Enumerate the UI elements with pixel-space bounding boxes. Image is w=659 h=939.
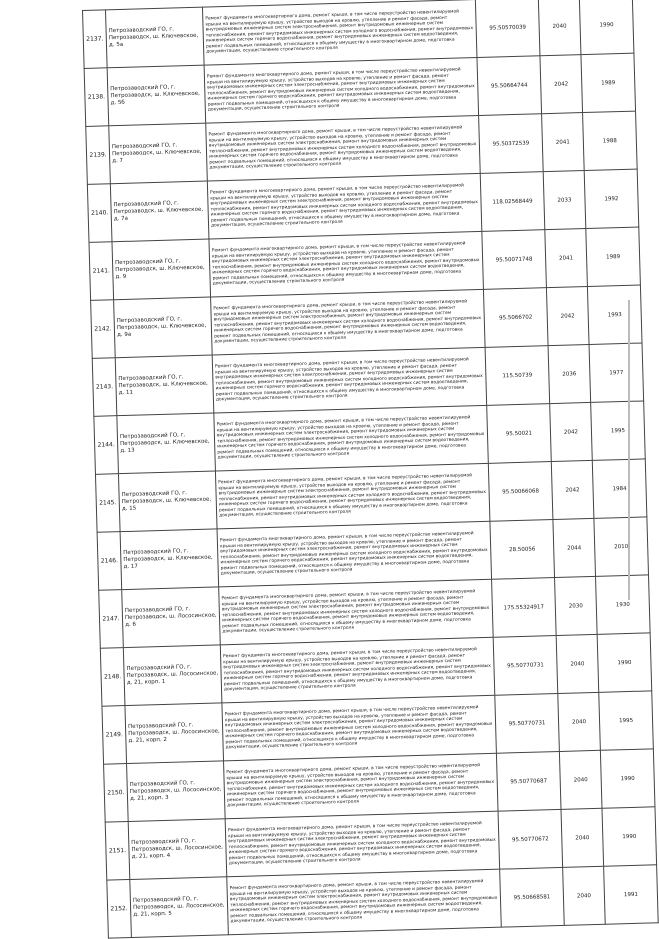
planned-year-cell: 2030 [555,576,598,635]
row-number: 2144. [94,416,119,475]
cost-cell: 95.50071748 [482,230,547,290]
works-description-cell: Ремонт фундамента многоквартирного дома, ремонт крыши, в том числе переустройство невентилируемой крыши на вентилируемую крышу, устройство выходов на кровлю, утепление и ремонт фасада, ремонт внутридомовых инженерных систем электроснабжения, ремонт внутридомовых инженерных систем теплоснабжения, ремонт внутридомовых инженерных систем холодного водоснабжения, ремонт внутридомовых инженерных систем горячего водоснабжения, ремонт внутридомовых инженерных систем водоотведения, ремонт подвальных помещений, относящихся к общему имуществу в многоквартирном доме, подготовка документации, осуществление строительного контроля [217,521,492,587]
planned-year-cell: 2033 [543,171,586,230]
build-year-cell: 1992 [584,169,639,228]
planned-year-cell: 2044 [553,518,596,577]
build-year-cell: 2010 [594,517,649,576]
row-number: 2140. [87,184,112,243]
planned-year-cell: 2040 [563,866,606,925]
build-year-cell: 1990 [579,0,634,55]
planned-year-cell: 2042 [550,402,593,461]
works-description-cell: Ремонт фундамента многоквартирного дома, ремонт крыши, в том числе переустройство невентилируемой крыши на вентилируемую крышу, устройство выходов на кровлю, утепление и ремонт фасада, ремонт внутридомовых инженерных систем электроснабжения, ремонт внутридомовых инженерных систем теплоснабжения, ремонт внутридомовых инженерных систем холодного водоснабжения, ремонт внутридомовых инженерных систем горячего водоснабжения, ремонт внутридомовых инженерных систем водоотведения, ремонт подвальных помещений, относящихся к общему имуществу в многоквартирном доме, подготовка документации, осуществление строительного контроля [209,231,484,297]
address-cell: Петрозаводский ГО, г. Петрозаводск, ш. Лососинское, д. 21, корп. 5 [130,877,229,938]
address-cell: Петрозаводский ГО, г. Петрозаводск, ш. Ключевское, д. 11 [115,355,214,416]
cost-cell: 175.55324917 [492,578,557,638]
address-cell: Петрозаводский ГО, г. Петрозаводск, ш. Ключевское, д. 7 [109,123,208,184]
build-year-cell: 1977 [589,343,644,402]
build-year-cell: 1991 [604,865,659,924]
row-number: 2151. [105,822,130,881]
works-description-cell: Ремонт фундамента многоквартирного дома, ремонт крыши, в том числе переустройство невентилируемой крыши на вентилируемую крышу, устройство выходов на кровлю, утепление и ремонт фасада, ремонт внутридомовых инженерных систем электроснабжения, ремонт внутридомовых инженерных систем теплоснабжения, ремонт внутридомовых инженерных систем холодного водоснабжения, ремонт внутридомовых инженерных систем горячего водоснабжения, ремонт внутридомовых инженерных систем водоотведения, ремонт подвальных помещений, относящихся к общему имуществу в многоквартирном доме, подготовка документации, осуществление строительного контроля [214,405,489,471]
works-description-cell: Ремонт фундамента многоквартирного дома, ремонт крыши, в том числе переустройство невентилируемой крыши на вентилируемую крышу, устройство выходов на кровлю, утепление и ремонт фасада, ремонт внутридомовых инженерных систем электроснабжения, ремонт внутридомовых инженерных систем теплоснабжения, ремонт внутридомовых инженерных систем холодного водоснабжения, ремонт внутридомовых инженерных систем горячего водоснабжения, ремонт внутридомовых инженерных систем водоотведения, ремонт подвальных помещений, относящихся к общему имуществу в многоквартирном доме, подготовка документации, осуществление строительного контроля [206,115,481,181]
works-description-cell: Ремонт фундамента многоквартирного дома, ремонт крыши, в том числе переустройство невентилируемой крыши на вентилируемую крышу, устройство выходов на кровлю, утепление и ремонт фасада, ремонт внутридомовых инженерных систем электроснабжения, ремонт внутридомовых инженерных систем теплоснабжения, ремонт внутридомовых инженерных систем холодного водоснабжения, ремонт внутридомовых инженерных систем горячего водоснабжения, ремонт внутридомовых инженерных систем водоотведения, ремонт подвальных помещений, относящихся к общему имуществу в многоквартирном доме, подготовка документации, осуществление строительного контроля [211,289,486,355]
build-year-cell: 1989 [581,53,636,112]
build-year-cell: 1995 [591,401,646,460]
row-number: 2148. [100,648,125,707]
cost-cell: 95.50570039 [475,0,540,57]
table-body [83,0,659,938]
row-number: 2146. [97,532,122,591]
address-cell: Петрозаводский ГО, г. Петрозаводск, ш. Ключевское, д. 9 [112,239,211,300]
address-cell: Петрозаводский ГО, г. Петрозаводск, ш. Ключевское, д. 17 [120,529,219,590]
address-cell: Петрозаводский ГО, г. Петрозаводск, ш. Ключевское, д. 5б [107,65,206,126]
row-number: 2139. [86,126,111,185]
cost-cell: 95.50770672 [498,809,563,869]
address-cell: Петрозаводский ГО, г. Петрозаводск, ш. Лососинское, д. 21, корп. 4 [128,819,227,880]
build-year-cell: 1993 [587,285,642,344]
planned-year-cell: 2040 [561,808,604,867]
cost-cell: 95.50770687 [496,751,561,811]
cost-cell: 95.5066702 [483,288,548,348]
cost-cell: 95.50664744 [477,56,542,116]
row-number: 2147. [99,590,124,649]
planned-year-cell: 2040 [538,0,581,56]
build-year-cell: 1930 [596,575,651,634]
planned-year-cell: 2040 [559,750,602,809]
works-description-cell: Ремонт фундамента многоквартирного дома, ремонт крыши, в том числе переустройство невентилируемой крыши на вентилируемую крышу, устройство выходов на кровлю, утепление и ремонт фасада, ремонт внутридомовых инженерных систем электроснабжения, ремонт внутридомовых инженерных систем теплоснабжения, ремонт внутридомовых инженерных систем холодного водоснабжения, ремонт внутридомовых инженерных систем горячего водоснабжения, ремонт внутридомовых инженерных систем водоотведения, ремонт подвальных помещений, относящихся к общему имуществу в многоквартирном доме, подготовка документации, осуществление строительного контроля [219,579,494,645]
works-description-cell: Ремонт фундамента многоквартирного дома, ремонт крыши, в том числе переустройство невентилируемой крыши на вентилируемую крышу, устройство выходов на кровлю, утепление и ремонт фасада, ремонт внутридомовых инженерных систем электроснабжения, ремонт внутридомовых инженерных систем теплоснабжения, ремонт внутридомовых инженерных систем холодного водоснабжения, ремонт внутридомовых инженерных систем горячего водоснабжения, ремонт внутридомовых инженерных систем водоотведения, ремонт подвальных помещений, относящихся к общему имуществу в многоквартирном доме, подготовка документации, осуществление строительного контроля [225,811,500,877]
cost-cell: 115.50739 [485,346,550,406]
row-number: 2137. [83,10,108,69]
works-description-cell: Ремонт фундамента многоквартирного дома, ремонт крыши, в том числе переустройство невентилируемой крыши на вентилируемую крышу, устройство выходов на кровлю, утепление и ремонт фасада, ремонт внутридомовых инженерных систем электроснабжения, ремонт внутридомовых инженерных систем теплоснабжения, ремонт внутридомовых инженерных систем холодного водоснабжения, ремонт внутридомовых инженерных систем горячего водоснабжения, ремонт внутридомовых инженерных систем водоотведения, ремонт подвальных помещений, относящихся к общему имуществу в многоквартирном доме, подготовка документации, осуществление строительного контроля [220,637,495,703]
cost-cell: 95.50372539 [479,114,544,174]
cost-cell: 95.50021 [487,404,552,464]
planned-year-cell: 2040 [558,692,601,751]
build-year-cell: 1988 [583,111,638,170]
address-cell: Петрозаводский ГО, г. Петрозаводск, ш. Лососинское, д. 21, корп. 3 [127,761,226,822]
cost-cell: 95.50770731 [493,636,558,696]
works-description-cell: Ремонт фундамента многоквартирного дома, ремонт крыши, в том числе переустройство невентилируемой крыши на вентилируемую крышу, устройство выходов на кровлю, утепление и ремонт фасада, ремонт внутридомовых инженерных систем электроснабжения, ремонт внутридомовых инженерных систем теплоснабжения, ремонт внутридомовых инженерных систем холодного водоснабжения, ремонт внутридомовых инженерных систем горячего водоснабжения, ремонт внутридомовых инженерных систем водоотведения, ремонт подвальных помещений, относящихся к общему имуществу в многоквартирном доме, подготовка документации, осуществление строительного контроля [204,57,479,123]
planned-year-cell: 2041 [545,229,588,288]
row-number: 2141. [89,242,114,301]
build-year-cell: 1995 [599,691,654,750]
build-year-cell: 1984 [592,459,647,518]
address-cell: Петрозаводский ГО, г. Петрозаводск, ш. Ключевское, д. 15 [118,471,217,532]
build-year-cell: 1989 [586,227,641,286]
build-year-cell: 1990 [600,749,655,808]
planned-year-cell: 2042 [551,460,594,519]
address-cell: Петрозаводский ГО, г. Петрозаводск, ш. Ключевское, д. 7а [110,181,209,242]
cost-cell: 118.02568449 [480,172,545,232]
cost-cell: 95.50668581 [500,867,565,927]
address-cell: Петрозаводский ГО, г. Петрозаводск, ш. Лососинское, д. 21, корп. 1 [123,645,222,706]
planned-year-cell: 2040 [556,634,599,693]
row-number: 2145. [95,474,120,533]
address-cell: Петрозаводский ГО, г. Петрозаводск, ш. Ключевское, д. 5а [106,7,205,68]
repair-program-table [82,0,659,939]
address-cell: Петрозаводский ГО, г. Петрозаводск, ш. Лососинское, д. 6 [122,587,221,648]
row-number: 2152. [107,880,132,939]
address-cell: Петрозаводский ГО, г. Петрозаводск, ш. Ключевское, д. 13 [117,413,216,474]
build-year-cell: 1990 [597,633,652,692]
row-number: 2138. [84,68,109,127]
page-edge-shadow [628,300,630,600]
row-number: 2149. [102,706,127,765]
planned-year-cell: 2042 [540,55,583,114]
works-description-cell: Ремонт фундамента многоквартирного дома, ремонт крыши, в том числе переустройство невентилируемой крыши на вентилируемую крышу, устройство выходов на кровлю, утепление и ремонт фасада, ремонт внутридомовых инженерных систем электроснабжения, ремонт внутридомовых инженерных систем теплоснабжения, ремонт внутридомовых инженерных систем холодного водоснабжения, ремонт внутридомовых инженерных систем горячего водоснабжения, ремонт внутридомовых инженерных систем водоотведения, ремонт подвальных помещений, относящихся к общему имуществу в многоквартирном доме, подготовка документации, осуществление строительного контроля [202,0,477,65]
build-year-cell: 1990 [602,807,657,866]
row-number: 2142. [91,300,116,359]
works-description-cell: Ремонт фундамента многоквартирного дома, ремонт крыши, в том числе переустройство невентилируемой крыши на вентилируемую крышу, устройство выходов на кровлю, утепление и ремонт фасада, ремонт внутридомовых инженерных систем электроснабжения, ремонт внутридомовых инженерных систем теплоснабжения, ремонт внутридомовых инженерных систем холодного водоснабжения, ремонт внутридомовых инженерных систем горячего водоснабжения, ремонт внутридомовых инженерных систем водоотведения, ремонт подвальных помещений, относящихся к общему имуществу в многоквартирном доме, подготовка документации, осуществление строительного контроля [207,173,482,239]
works-description-cell: Ремонт фундамента многоквартирного дома, ремонт крыши, в том числе переустройство невентилируемой крыши на вентилируемую крышу, устройство выходов на кровлю, утепление и ремонт фасада, ремонт внутридомовых инженерных систем электроснабжения, ремонт внутридомовых инженерных систем теплоснабжения, ремонт внутридомовых инженерных систем холодного водоснабжения, ремонт внутридомовых инженерных систем горячего водоснабжения, ремонт внутридомовых инженерных систем водоотведения, ремонт подвальных помещений, относящихся к общему имуществу в многоквартирном доме, подготовка документации, осуществление строительного контроля [224,753,499,819]
works-description-cell: Ремонт фундамента многоквартирного дома, ремонт крыши, в том числе переустройство невентилируемой крыши на вентилируемую крышу, устройство выходов на кровлю, утепление и ремонт фасада, ремонт внутридомовых инженерных систем электроснабжения, ремонт внутридомовых инженерных систем теплоснабжения, ремонт внутридомовых инженерных систем холодного водоснабжения, ремонт внутридомовых инженерных систем горячего водоснабжения, ремонт внутридомовых инженерных систем водоотведения, ремонт подвальных помещений, относящихся к общему имуществу в многоквартирном доме, подготовка документации, осуществление строительного контроля [227,869,502,935]
cost-cell: 95.50770731 [495,693,560,753]
planned-year-cell: 2041 [542,113,585,172]
works-description-cell: Ремонт фундамента многоквартирного дома, ремонт крыши, в том числе переустройство невентилируемой крыши на вентилируемую крышу, устройство выходов на кровлю, утепление и ремонт фасада, ремонт внутридомовых инженерных систем электроснабжения, ремонт внутридомовых инженерных систем теплоснабжения, ремонт внутридомовых инженерных систем холодного водоснабжения, ремонт внутридомовых инженерных систем горячего водоснабжения, ремонт внутридомовых инженерных систем водоотведения, ремонт подвальных помещений, относящихся к общему имуществу в многоквартирном доме, подготовка документации, осуществление строительного контроля [215,463,490,529]
row-number: 2143. [92,358,117,417]
works-description-cell: Ремонт фундамента многоквартирного дома, ремонт крыши, в том числе переустройство невентилируемой крыши на вентилируемую крышу, устройство выходов на кровлю, утепление и ремонт фасада, ремонт внутридомовых инженерных систем электроснабжения, ремонт внутридомовых инженерных систем теплоснабжения, ремонт внутридомовых инженерных систем холодного водоснабжения, ремонт внутридомовых инженерных систем горячего водоснабжения, ремонт внутридомовых инженерных систем водоотведения, ремонт подвальных помещений, относящихся к общему имуществу в многоквартирном доме, подготовка документации, осуществление строительного контроля [212,347,487,413]
rotated-sheet [82,0,638,925]
works-description-cell: Ремонт фундамента многоквартирного дома, ремонт крыши, в том числе переустройство невентилируемой крыши на вентилируемую крышу, устройство выходов на кровлю, утепление и ремонт фасада, ремонт внутридомовых инженерных систем электроснабжения, ремонт внутридомовых инженерных систем теплоснабжения, ремонт внутридомовых инженерных систем холодного водоснабжения, ремонт внутридомовых инженерных систем горячего водоснабжения, ремонт внутридомовых инженерных систем водоотведения, ремонт подвальных помещений, относящихся к общему имуществу в многоквартирном доме, подготовка документации, осуществление строительного контроля [222,695,497,761]
address-cell: Петрозаводский ГО, г. Петрозаводск, ш. Лососинское, д. 21, корп. 2 [125,703,224,764]
cost-cell: 28.50056 [490,520,555,580]
planned-year-cell: 2036 [548,344,591,403]
cost-cell: 95.50066068 [488,462,553,522]
row-number: 2150. [104,764,129,823]
planned-year-cell: 2042 [546,286,589,345]
address-cell: Петрозаводский ГО, г. Петрозаводск, ш. Ключевское, д. 9а [114,297,213,358]
